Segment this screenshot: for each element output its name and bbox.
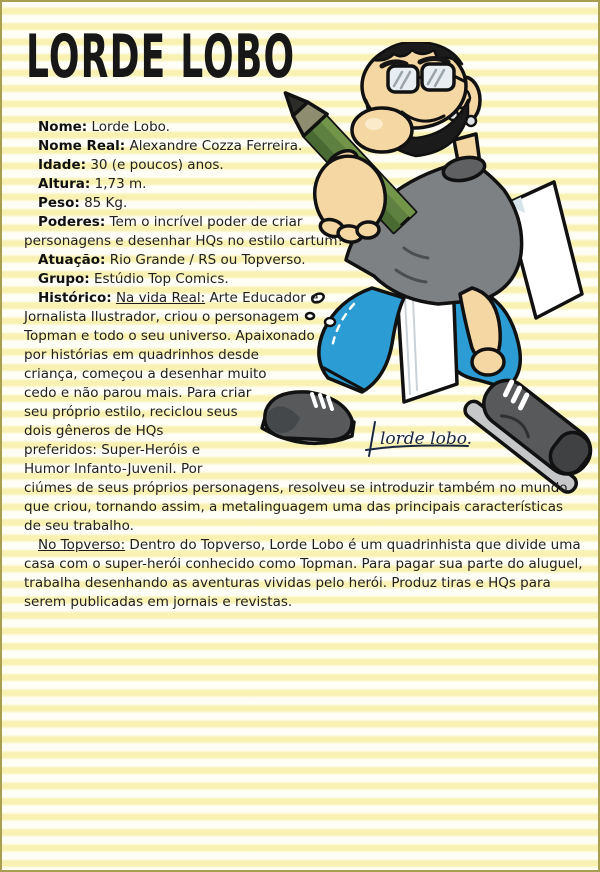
field-sublabel: Na vida Real:: [115, 290, 206, 306]
field-value: Tem o incrível poder de criar personagens e desenhar HQs no estilo cartum!: [24, 214, 343, 249]
field-value: Lorde Lobo.: [91, 119, 170, 135]
field-value: 1,73 m.: [94, 176, 147, 192]
glasses: [388, 64, 466, 92]
bio-text-block: [24, 118, 584, 612]
field-value: Arte Educador e Jornalista Ilustrador, criou o personagem Topman e todo o seu universo. Apaixonado por histórias em quadrinhos desde criança, começou a desenhar muito cedo e não parou mais. Para criar seu próprio estilo, reciclou seus dois gêneros de HQs preferidos: Super-Heróis e Humor Infanto-Juvenil. Por ciúmes de seus próprios personagens, resolveu se introduzir também no mundo que criou, tornando assim, a metalinguagem uma das principais características de seu trabalho.: [24, 290, 568, 534]
field-sublabel: No Topverso:: [38, 537, 126, 553]
page-title: LORDE LOBO: [26, 22, 296, 92]
bio-field-topverso: [24, 536, 584, 612]
field-value: 85 Kg.: [84, 195, 128, 211]
field-label: Nome Real:: [38, 138, 126, 154]
field-label: Altura:: [38, 176, 91, 192]
field-value: Estúdio Top Comics.: [93, 271, 229, 287]
field-value: Alexandre Cozza Ferreira.: [129, 138, 303, 154]
field-label: Peso:: [38, 195, 80, 211]
field-label: Poderes:: [38, 214, 106, 230]
field-value: Dentro do Topverso, Lorde Lobo é um quadrinhista que divide uma casa com o super-herói conhecido como Topman. Para pagar sua parte do aluguel, trabalha desenhando as aventuras vividas pelo herói. Produz tiras e HQs para serem publicadas em jornais e revistas.: [24, 537, 583, 610]
field-label: Nome:: [38, 119, 88, 135]
field-label: Atuação:: [38, 252, 106, 268]
field-value: Rio Grande / RS ou Topverso.: [109, 252, 306, 268]
field-label: Histórico:: [38, 290, 112, 306]
field-label: Grupo:: [38, 271, 90, 287]
field-label: Idade:: [38, 157, 87, 173]
signature-text: lorde lobo.: [380, 429, 473, 449]
field-value: 30 (e poucos) anos.: [90, 157, 224, 173]
